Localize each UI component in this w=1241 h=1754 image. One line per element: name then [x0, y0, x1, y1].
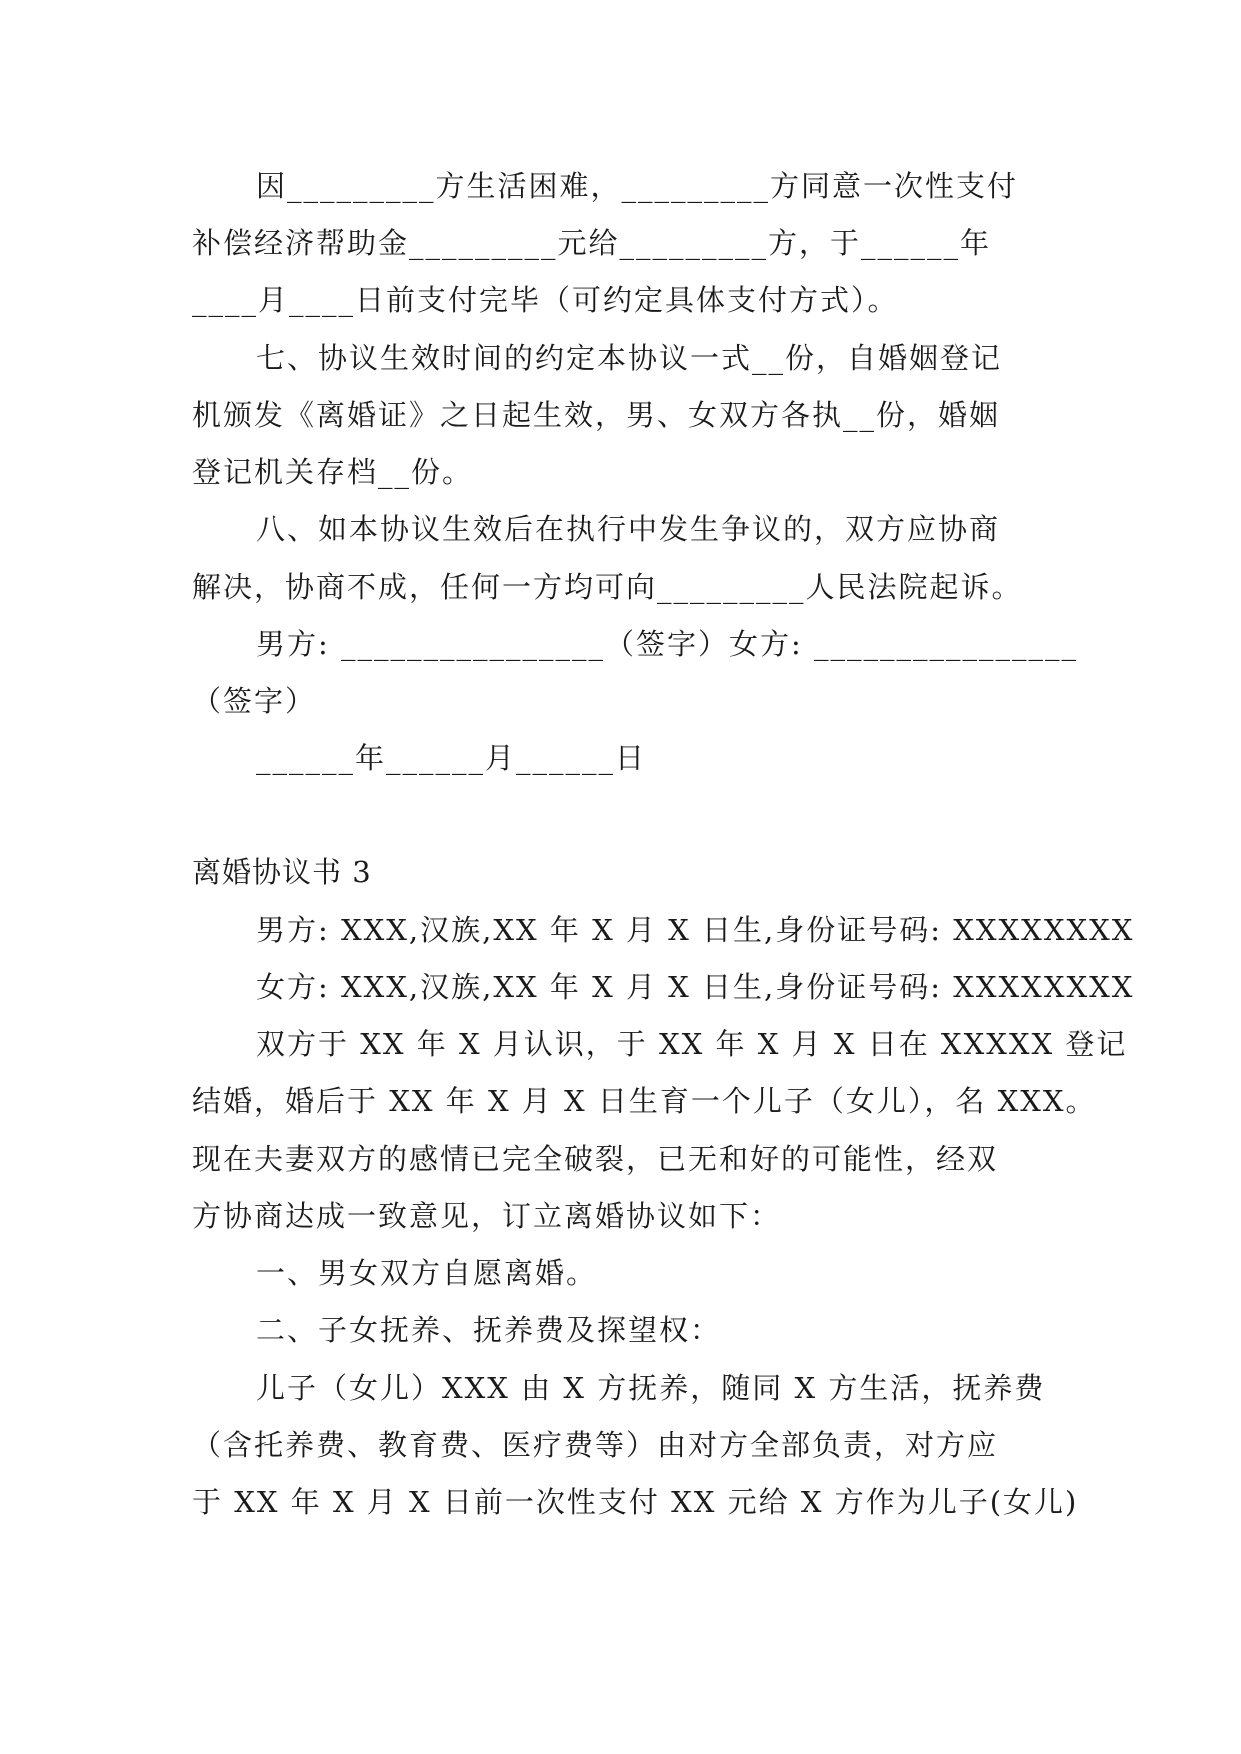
text-line: 因_________方生活困难，_________方同意一次性支付 — [256, 169, 1019, 203]
text-line: 结婚，婚后于 XX 年 X 月 X 日生育一个儿子（女儿），名 XXX。 — [192, 1084, 1097, 1118]
text-line: ____月____日前支付完毕（可约定具体支付方式）。 — [192, 283, 899, 317]
clause-two: 二、子女抚养、抚养费及探望权： — [256, 1313, 722, 1347]
text-line: 解决，协商不成，任何一方均可向_________人民法院起诉。 — [192, 570, 1023, 604]
clause-seven: 七、协议生效时间的约定本协议一式__份，自婚姻登记 — [256, 341, 1003, 375]
text-line: （含托养费、教育费、医疗费等）由对方全部负责，对方应 — [192, 1428, 999, 1462]
text-line: 双方于 XX 年 X 月认识，于 XX 年 X 月 X 日在 XXXXX 登记 — [256, 1027, 1128, 1061]
text-line: 于 XX 年 X 月 X 日前一次性支付 XX 元给 X 方作为儿子(女儿) — [192, 1485, 1079, 1519]
text-line: 补偿经济帮助金_________元给_________方，于______年 — [192, 226, 992, 260]
text-line: 现在夫妻双方的感情已完全破裂，已无和好的可能性，经双 — [192, 1142, 999, 1176]
section-title: 离婚协议书 3 — [192, 855, 372, 889]
text-line: 方协商达成一致意见，订立离婚协议如下： — [192, 1199, 782, 1233]
clause-eight: 八、如本协议生效后在执行中发生争议的，双方应协商 — [256, 512, 1001, 546]
signature-line: 男方: ________________（签字）女方: ________________ — [256, 627, 1078, 661]
text-line: 儿子（女儿）XXX 由 X 方抚养，随同 X 方生活，抚养费 — [256, 1371, 1046, 1405]
female-party-info: 女方: XXX,汉族,XX 年 X 月 X 日生,身份证号码: XXXXXXXX — [256, 970, 1135, 1004]
male-party-info: 男方: XXX,汉族,XX 年 X 月 X 日生,身份证号码: XXXXXXXX — [256, 913, 1135, 947]
text-line: 机颁发《离婚证》之日起生效，男、女双方各执__份，婚姻 — [192, 398, 1001, 432]
clause-one: 一、男女双方自愿离婚。 — [256, 1256, 598, 1290]
signature-label: （签字） — [192, 684, 317, 718]
text-line: 登记机关存档__份。 — [192, 455, 474, 489]
date-line: ______年______月______日 — [256, 741, 647, 775]
